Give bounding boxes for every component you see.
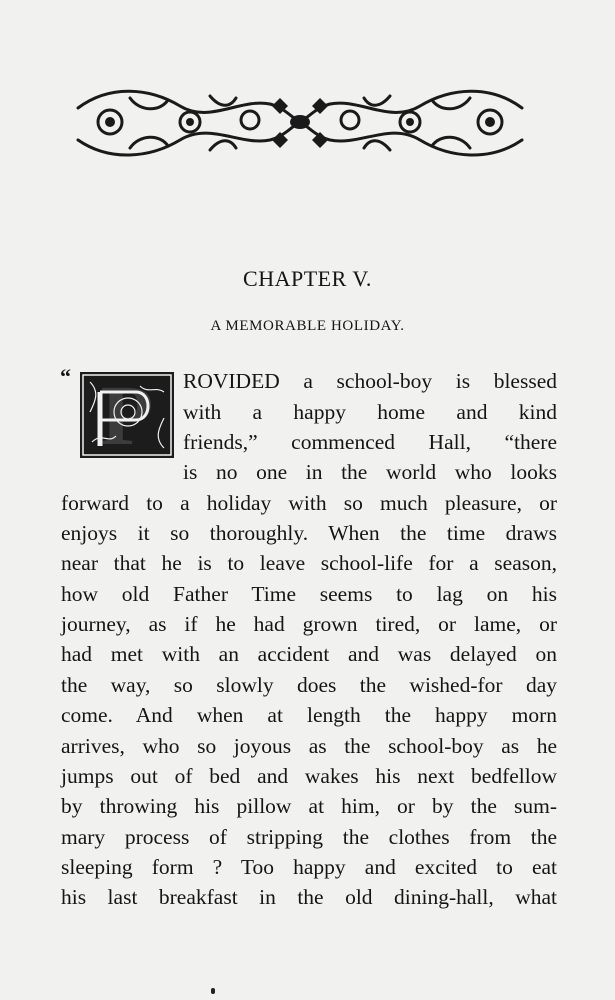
text-line: is no one in the world who looks xyxy=(183,460,557,484)
text-line: friends,” commenced Hall, “there xyxy=(183,430,557,454)
text-line: with a happy home and kind xyxy=(183,400,557,424)
opening-quote-mark: “ xyxy=(60,364,69,389)
text-line: by throwing his pillow at him, or by the sum- xyxy=(61,794,557,818)
text-line: the way, so slowly does the wished-for day xyxy=(61,673,557,697)
print-mark xyxy=(211,988,215,994)
text-line: his last breakfast in the old dining-hall, what xyxy=(61,885,557,909)
drop-cap-letter: P xyxy=(100,367,154,463)
text-line: sleeping form ? Too happy and excited to eat xyxy=(61,855,557,879)
text-line: jumps out of bed and wakes his next bedfellow xyxy=(61,764,557,788)
text-line: come. And when at length the happy morn xyxy=(61,703,557,727)
chapter-title: CHAPTER V. xyxy=(243,266,372,291)
text-line: had met with an accident and was delayed on xyxy=(61,642,557,666)
text-line: mary process of stripping the clothes from the xyxy=(61,825,557,849)
chapter-subtitle: A MEMORABLE HOLIDAY. xyxy=(210,318,405,334)
text-line: arrives, who so joyous as the school-boy as he xyxy=(61,734,557,758)
text-line: ROVIDED a school-boy is blessed xyxy=(183,369,557,393)
text-line: near that he is to leave school-life for a season, xyxy=(61,551,557,575)
text-line: forward to a holiday with so much pleasure, or xyxy=(61,491,557,515)
decorative-header-ornament xyxy=(70,78,530,164)
text-line: enjoys it so thoroughly. When the time draws xyxy=(61,521,557,545)
text-line: how old Father Time seems to lag on his xyxy=(61,582,557,606)
drop-cap-initial xyxy=(80,367,174,463)
text-line: journey, as if he had grown tired, or lame, or xyxy=(61,612,557,636)
